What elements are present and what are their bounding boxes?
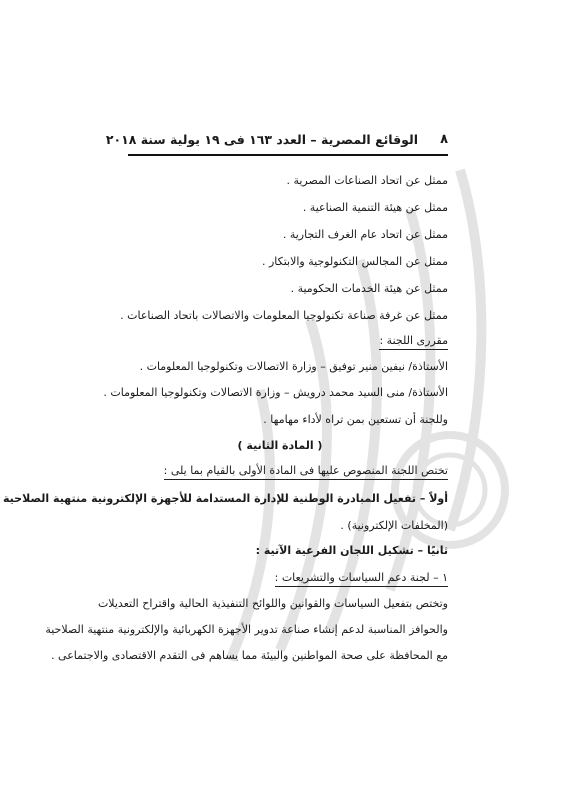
paragraph-line: مع المحافظة على صحة المواطنين والبيئة مما يساهم فى التقدم الاقتصادى والاجتماعى . — [51, 649, 448, 662]
rapporteur-line: الأستاذة/ منى السيد محمد درويش – وزارة الاتصالات وتكنولوجيا المعلومات . — [103, 386, 448, 399]
article-two-heading: ( المادة الثانية ) — [237, 439, 323, 452]
header-divider — [128, 154, 448, 156]
first-item-text: أولاً – تفعيل المبادرة الوطنية للإدارة المستدامة للأجهزة الإلكترونية منتهية الصلاحية — [3, 492, 448, 505]
page-header — [105, 132, 448, 154]
first-item-continuation: (المخلفات الإلكترونية) . — [340, 519, 448, 532]
member-line: ممثل عن هيئة الخدمات الحكومية . — [290, 282, 448, 295]
page-number: ٨ — [440, 132, 448, 147]
second-item-text: ثانيًا – تشكيل اللجان الفرعية الآتية : — [255, 544, 448, 557]
member-line: ممثل عن هيئة التنمية الصناعية . — [302, 201, 448, 214]
assistance-line: وللجنة أن تستعين بمن تراه لأداء مهامها . — [263, 413, 448, 426]
gazette-title: الوقائع المصرية – العدد ١٦٣ فى ١٩ يولية سنة ٢٠١٨ — [105, 132, 418, 147]
member-line: ممثل عن اتحاد الصناعات المصرية . — [286, 174, 448, 187]
paragraph-line: وتختص بتفعيل السياسات والقوانين واللوائح التنفيذية الحالية واقتراح التعديلات — [97, 597, 448, 610]
rapporteur-line: الأستاذة/ نيفين منير توفيق – وزارة الاتصالات وتكنولوجيا المعلومات . — [139, 360, 448, 373]
committee-one-heading: ١ – لجنة دعم السياسات والتشريعات : — [275, 571, 448, 587]
paragraph-line: والحوافز المناسبة لدعم إنشاء صناعة تدوير الأجهزة الكهربائية والإلكترونية منتهية الصلاحية — [45, 623, 448, 636]
member-line: ممثل عن غرفة صناعة تكنولوجيا المعلومات والاتصالات باتحاد الصناعات . — [120, 309, 448, 322]
member-line: ممثل عن اتحاد عام الغرف التجارية . — [282, 228, 448, 241]
second-item — [256, 544, 448, 558]
article-two-intro: تختص اللجنة المنصوص عليها فى المادة الأولى بالقيام بما يلى : — [164, 464, 448, 480]
first-item — [3, 492, 448, 506]
member-line: ممثل عن المجالس التكنولوجية والابتكار . — [261, 255, 448, 268]
rapporteurs-heading: مقررى اللجنة : — [379, 334, 448, 350]
